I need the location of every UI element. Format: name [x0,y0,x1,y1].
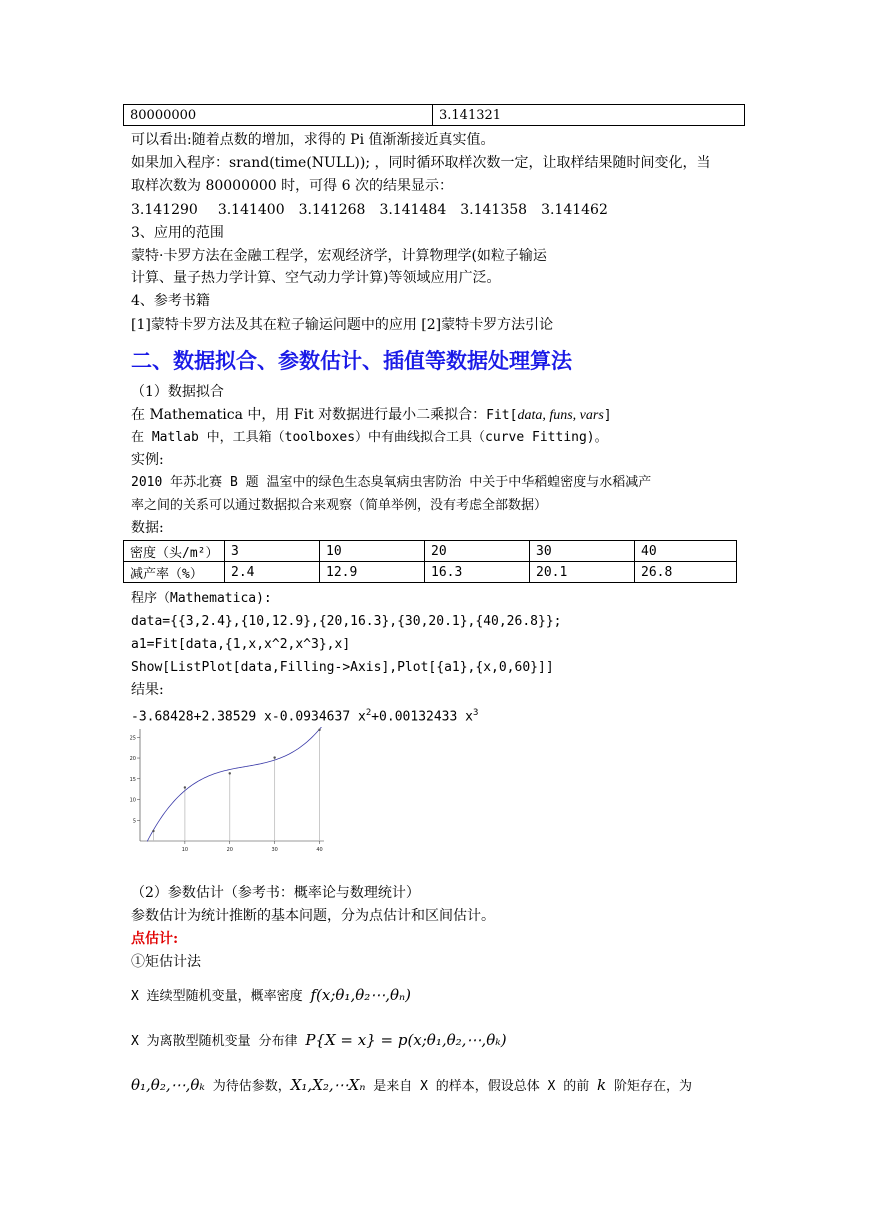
y-tick-label: 25 [129,735,136,742]
sample-count-cell: 80000000 [124,105,433,126]
program-label: 程序（Mathematica): [131,591,272,606]
code-line: Show[ListPlot[data,Filling->Axis],Plot[{a1},{x,0,60}]] [131,660,554,675]
table-cell: 20 [425,541,530,562]
estimator-text: 是来自 X 的样本，假设总体 X 的前 [365,1079,598,1094]
density-formula: f(x;θ₁,θ₂⋯,θₙ) [310,986,411,1004]
example-label: 实例: [131,452,164,468]
parameter-intro: 参数估计为统计推断的基本问题，分为点估计和区间估计。 [131,908,495,924]
y-tick-label: 5 [132,818,136,825]
result-value: 3.141462 [541,202,608,218]
pi-value-cell: 3.141321 [433,105,745,126]
point-estimation-title: 点估计: [131,931,179,947]
table-row [124,562,737,583]
estimator-text: 阶矩存在，为 [606,1079,692,1094]
code-line: data={{3,2.4},{10,12.9},{20,16.3},{30,20.1},{40,26.8}}; [131,614,562,629]
table-cell: 40 [635,541,737,562]
data-point [229,772,231,774]
data-point [273,756,275,758]
x-tick-label: 30 [271,847,278,853]
continuous-text: X 连续型随机变量，概率密度 [131,989,311,1004]
formula-part: -3.68428+2.38529 x-0.0934637 x [131,709,366,725]
example-line2: 率之间的关系可以通过数据拟合来观察（简单举例，没有考虑全部数据） [131,498,548,513]
y-tick-label: 10 [129,797,136,804]
x-tick-label: 40 [316,847,323,853]
section3-line2: 计算、量子热力学计算、空气动力学计算)等领域应用广泛。 [131,270,501,286]
fit-matlab-line: 在 Matlab 中，工具箱（toolboxes）中有曲线拟合工具（curve Fitting)。 [131,430,608,445]
pi-result-table [123,104,745,126]
table-cell: 12.9 [320,562,425,583]
table-cell: 2.4 [225,562,320,583]
table-cell: 30 [530,541,635,562]
theta-params: θ₁,θ₂,⋯,θₖ [131,1076,205,1094]
table-cell: 16.3 [425,562,530,583]
estimator-line [131,1076,692,1096]
result-value: 3.141400 [217,202,285,218]
chapter-heading: 二、数据拟合、参数估计、插值等数据处理算法 [131,349,572,373]
moment-method-title: ①矩估计法 [131,954,201,970]
table-cell: 26.8 [635,562,737,583]
moment-order: k [597,1076,607,1094]
exponent: 3 [472,708,479,718]
y-tick-label: 15 [129,776,136,783]
distribution-formula: P{X = x} = p(x;θ₁,θ₂,⋯,θₖ) [305,1031,507,1049]
fit-plot [128,727,330,853]
density-label-cell: 密度（头/m²） [124,541,225,562]
section4-title: 4、参考书籍 [131,293,210,309]
result-value: 3.141484 [379,202,447,218]
fit-code-end: ] [603,408,612,423]
section3-title: 3、应用的范围 [131,225,224,241]
result-value: 3.141358 [460,202,528,218]
srand-text-line1: 如果加入程序：srand(time(NULL)); ，同时循环取样次数一定，让取样结果随时间变化，当 [131,155,711,171]
table-cell: 10 [320,541,425,562]
srand-text-line2: 取样次数为 80000000 时，可得 6 次的结果显示： [131,178,453,194]
estimator-text: 为待估参数， [204,1079,291,1094]
result-label: 结果: [131,682,164,698]
subsection-data-fitting: （1）数据拟合 [131,384,224,400]
result-value: 3.141268 [298,202,366,218]
yield-loss-label-cell: 减产率（%） [124,562,225,583]
discrete-text: X 为离散型随机变量 分布律 [131,1034,306,1049]
fit-code: Fit[ [486,408,518,423]
formula-part: +0.00132433 x [371,709,473,725]
data-label: 数据: [131,520,164,536]
table-cell: 3 [225,541,320,562]
sample-vars: X₁,X₂,⋯Xₙ [290,1076,366,1094]
example-line1: 2010 年苏北赛 B 题 温室中的绿色生态臭氧病虫害防治 中关于中华稻蝗密度与水稻减产 [131,475,652,490]
code-line: a1=Fit[data,{1,x,x^2,x^3},x] [131,637,351,652]
conclusion-text: 可以看出:随着点数的增加，求得的 Pi 值渐渐接近真实值。 [131,132,495,148]
section4-references: [1]蒙特卡罗方法及其在粒子输运问题中的应用 [2]蒙特卡罗方法引论 [131,317,554,333]
data-point [152,830,154,832]
table-cell: 20.1 [530,562,635,583]
result-value: 3.141290 [131,202,198,218]
exponent: 2 [365,708,372,718]
fit-curve [147,727,323,841]
fit-args: data, funs, vars [517,408,604,423]
x-tick-label: 10 [181,847,189,853]
data-point [184,786,186,788]
fit-line-text: 在 Mathematica 中，用 Fit 对数据进行最小二乘拟合： [131,407,487,423]
x-tick-label: 20 [226,847,233,853]
data-table [123,540,737,583]
result-formula [131,704,478,726]
section3-line1: 蒙特·卡罗方法在金融工程学，宏观经济学，计算物理学(如粒子输运 [131,248,547,264]
discrete-line [131,1031,507,1051]
data-point [318,729,320,731]
y-tick-label: 20 [129,756,136,763]
subsection-parameter-estimation: （2）参数估计（参考书：概率论与数理统计） [131,885,420,901]
results-list [131,201,608,219]
fit-mathematica-line [131,406,612,425]
table-row [124,541,737,562]
continuous-line [131,986,411,1006]
